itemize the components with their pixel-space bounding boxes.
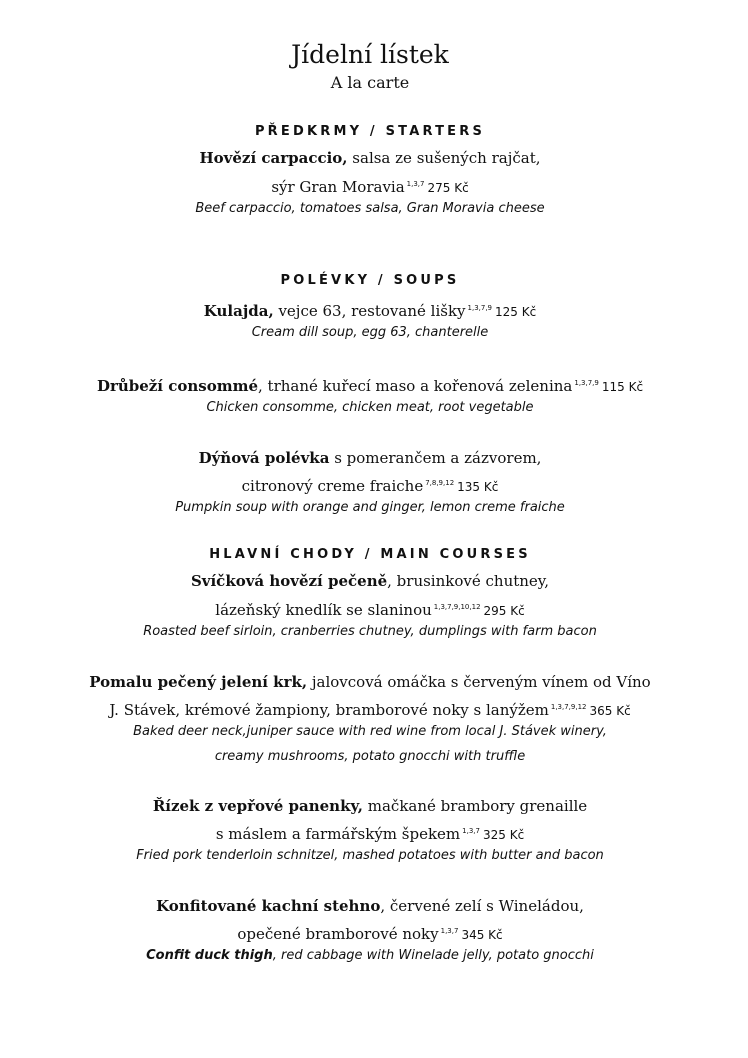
item-description: J. Stávek, krémové žampiony, bramborové noky s lanýžem (109, 701, 549, 719)
allergens: 1,3,7 (406, 180, 425, 188)
item-description: lázeňský knedlík se slaninou (215, 601, 432, 619)
allergens: 1,3,7,9,10,12 (433, 603, 481, 611)
item-pumpkin-line2 (0, 472, 740, 498)
item-name: Svíčková hovězí pečeně (190, 572, 388, 590)
item-english-name: Confit duck thigh (146, 948, 273, 963)
item-price: 115 Kč (601, 380, 644, 394)
item-description: s pomerančem a zázvorem, (329, 449, 542, 467)
item-price: 275 Kč (427, 181, 469, 195)
item-name: Pomalu pečený jelení krk, (89, 673, 308, 691)
item-pumpkin-line1 (0, 447, 740, 469)
item-price: 345 Kč (461, 928, 503, 942)
item-schnitzel-line2 (0, 820, 740, 846)
item-svickova-line1 (0, 570, 740, 592)
item-name: Řízek z vepřové panenky, (152, 797, 363, 815)
item-svickova-line2 (0, 596, 740, 622)
item-consomme-english: Chicken consomme, chicken meat, root vegetable (206, 400, 534, 415)
item-name: Kulajda, (203, 302, 274, 320)
item-schnitzel-line1 (0, 795, 740, 817)
item-kulajda-english: Cream dill soup, egg 63, chanterelle (251, 325, 489, 340)
item-price: 365 Kč (589, 704, 631, 718)
item-price: 325 Kč (482, 828, 525, 842)
allergens: 1,3,7,9 (467, 304, 493, 312)
item-name: Hovězí carpaccio, (199, 149, 348, 167)
item-duck-line2 (0, 920, 740, 946)
allergens: 7,8,9,12 (425, 479, 455, 487)
item-description: jalovcová omáčka s červeným vínem od Víno (307, 673, 651, 691)
item-description: opečené bramborové noky (237, 925, 439, 943)
item-carpaccio-english: Beef carpaccio, tomatoes salsa, Gran Moravia cheese (195, 201, 545, 216)
item-price: 295 Kč (483, 604, 525, 618)
item-name: Drůbeží consommé (96, 377, 259, 395)
item-description: vejce 63, restované lišky (273, 302, 466, 320)
item-description: salsa ze sušených rajčat, (347, 149, 541, 167)
item-price: 125 Kč (495, 305, 537, 319)
item-description: sýr Gran Moravia (271, 178, 405, 196)
item-description: , červené zelí s Wineládou, (380, 897, 584, 915)
item-pumpkin-english: Pumpkin soup with orange and ginger, lemon creme fraiche (175, 500, 565, 515)
item-description: mačkané brambory grenaille (363, 797, 588, 815)
menu-title: Jídelní lístek (291, 40, 449, 69)
item-kulajda-line1 (0, 297, 740, 323)
item-name: Dýňová polévka (198, 449, 330, 467)
item-price: 135 Kč (457, 480, 499, 494)
section-heading-mains: HLAVNÍ CHODY / MAIN COURSES (209, 547, 531, 562)
section-heading-starters: PŘEDKRMY / STARTERS (254, 124, 486, 139)
item-duck-line1 (0, 895, 740, 917)
item-carpaccio-line2 (0, 173, 740, 199)
item-description: , brusinkové chutney, (387, 572, 550, 590)
item-deer-english-line1: Baked deer neck,juniper sauce with red wine from local J. Stávek winery, (133, 724, 607, 739)
item-consomme-line1 (0, 372, 740, 398)
item-description: citronový creme fraiche (241, 477, 424, 495)
menu-subtitle: A la carte (330, 73, 410, 92)
allergens: 1,3,7,9,12 (550, 703, 587, 711)
item-duck-english (0, 946, 740, 966)
item-carpaccio-line1 (0, 147, 740, 169)
item-svickova-english: Roasted beef sirloin, cranberries chutney, dumplings with farm bacon (143, 624, 597, 639)
item-name: Konfitované kachní stehno (156, 897, 381, 915)
allergens: 1,3,7 (462, 827, 480, 835)
item-description: s máslem a farmářským špekem (215, 825, 461, 843)
item-description: , trhané kuřecí maso a kořenová zelenina (258, 377, 573, 395)
item-deer-line2 (0, 696, 740, 722)
item-deer-english-line2: creamy mushrooms, potato gnocchi with truffle (214, 749, 526, 764)
section-heading-soups: POLÉVKY / SOUPS (280, 273, 460, 288)
allergens: 1,3,7,9 (574, 379, 599, 387)
item-english-description: , red cabbage with Winelade jelly, potato gnocchi (272, 948, 594, 963)
item-schnitzel-english: Fried pork tenderloin schnitzel, mashed potatoes with butter and bacon (136, 848, 604, 863)
allergens: 1,3,7 (440, 927, 459, 935)
item-deer-line1 (0, 671, 740, 693)
